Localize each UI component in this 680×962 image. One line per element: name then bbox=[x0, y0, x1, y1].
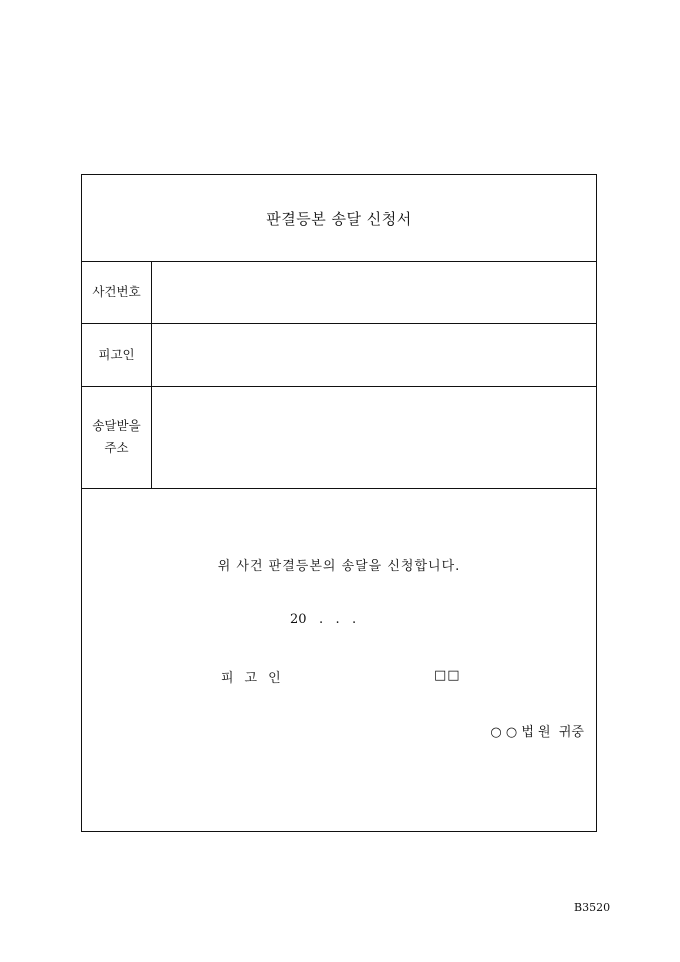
signer-label: 피고인 bbox=[221, 671, 292, 686]
delivery-address-label-line1: 송달받을 bbox=[92, 418, 141, 433]
defendant-field[interactable] bbox=[152, 323, 596, 386]
delivery-address-label bbox=[82, 386, 152, 488]
case-number-field[interactable] bbox=[152, 261, 596, 323]
court-addressee: ○ ○ 법 원 귀중 bbox=[490, 725, 584, 740]
seal-mark[interactable]: □□ bbox=[434, 668, 461, 683]
document-code: B3520 bbox=[574, 901, 611, 914]
request-statement: 위 사건 판결등본의 송달을 신청합니다. bbox=[217, 559, 461, 574]
delivery-address-label-line2: 주소 bbox=[104, 440, 129, 455]
form-title: 판결등본 송달 신청서 bbox=[82, 175, 596, 262]
application-form bbox=[81, 174, 597, 832]
delivery-address-row bbox=[82, 386, 596, 489]
date-line[interactable]: 20 . . . bbox=[290, 612, 357, 627]
defendant-label: 피고인 bbox=[82, 323, 152, 386]
case-number-label: 사건번호 bbox=[82, 261, 152, 323]
case-number-row bbox=[82, 261, 596, 324]
delivery-address-field[interactable] bbox=[152, 386, 596, 488]
defendant-row bbox=[82, 323, 596, 387]
